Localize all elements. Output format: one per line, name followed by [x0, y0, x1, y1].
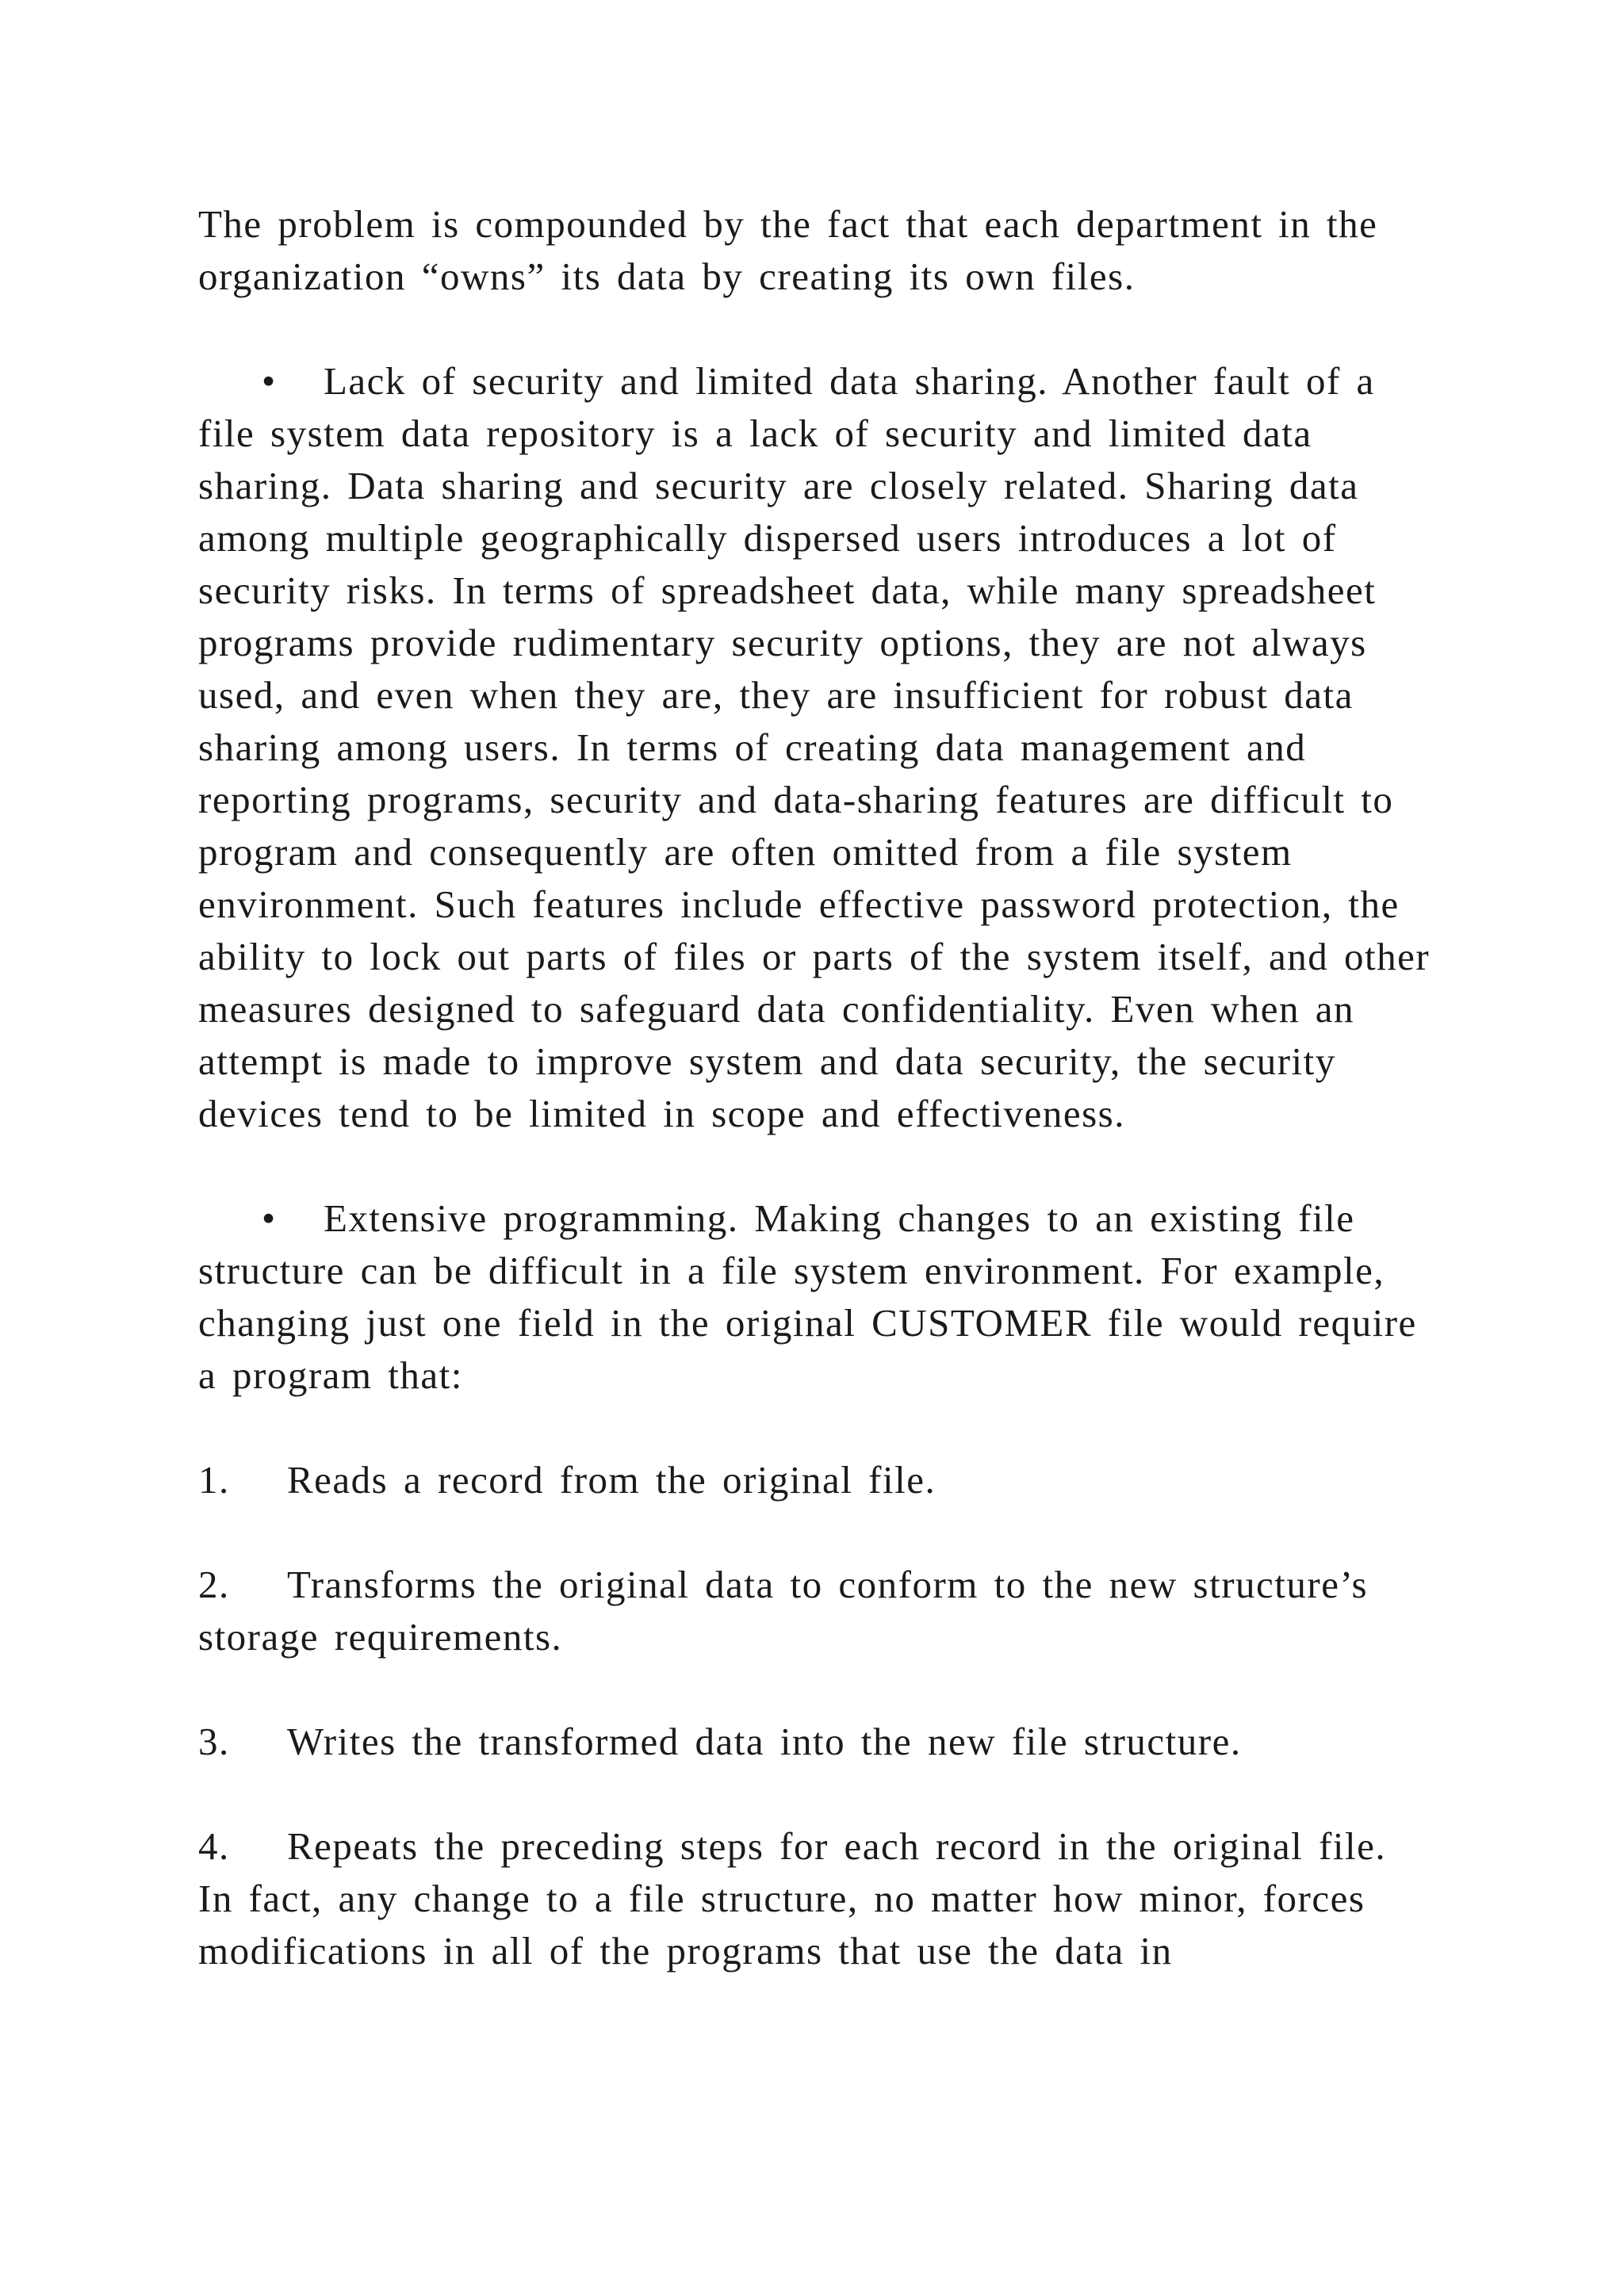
document-page — [198, 198, 1443, 1977]
step-number: 4. — [198, 1824, 230, 1868]
bullet-text-security: Lack of security and limited data sharing. Another fault of a file system data repository is a lack of security and limited data sharing. Data sharing and security are closely related. Sharing data among multiple geographically dispersed users introduces a lot of security risks. In terms of spreadsheet data, while many spreadsheet programs provide rudimentary security options, they are not always used, and even when they are, they are insufficient for robust data sharing among users. In terms of creating data management and reporting programs, security and data-sharing features are difficult to program and consequently are often omitted from a file system environment. Such features include effective password protection, the ability to lock out parts of files or parts of the system itself, and other measures designed to safeguard data confidentiality. Even when an attempt is made to improve system and data security, the security devices tend to be limited in scope and effectiveness. — [198, 359, 1431, 1135]
paragraph-spacer — [198, 1506, 1443, 1559]
step-item — [198, 1454, 1443, 1506]
step-number: 3. — [198, 1720, 230, 1763]
step-item — [198, 1820, 1443, 1873]
paragraph-spacer — [198, 1402, 1443, 1454]
step-item — [198, 1559, 1443, 1663]
bullet-paragraph-security — [198, 355, 1443, 1140]
closing-paragraph: In fact, any change to a file structure, no matter how minor, forces modifications in all of the programs that use the data in — [198, 1877, 1365, 1973]
bullet-marker: • — [262, 359, 277, 403]
paragraph-spacer — [198, 1663, 1443, 1716]
bullet-paragraph-programming — [198, 1192, 1443, 1402]
intro-paragraph: The problem is compounded by the fact that each department in the organization “owns” its data by creating its own files. — [198, 202, 1378, 298]
step-text: Repeats the preceding steps for each record in the original file. — [287, 1824, 1387, 1868]
step-text: Transforms the original data to conform to the new structure’s storage requirements. — [198, 1563, 1369, 1659]
paragraph-spacer — [198, 1768, 1443, 1820]
bullet-marker: • — [262, 1196, 277, 1240]
step-text: Writes the transformed data into the new file structure. — [287, 1720, 1242, 1763]
step-item — [198, 1716, 1443, 1768]
step-text: Reads a record from the original file. — [287, 1458, 936, 1502]
paragraph-spacer — [198, 303, 1443, 355]
step-number: 1. — [198, 1458, 230, 1502]
paragraph-spacer — [198, 1140, 1443, 1192]
step-number: 2. — [198, 1563, 230, 1606]
bullet-text-programming: Extensive programming. Making changes to an existing file structure can be difficult in a file system environment. For example, changing just one field in the original CUSTOMER file would require a program that: — [198, 1196, 1417, 1397]
